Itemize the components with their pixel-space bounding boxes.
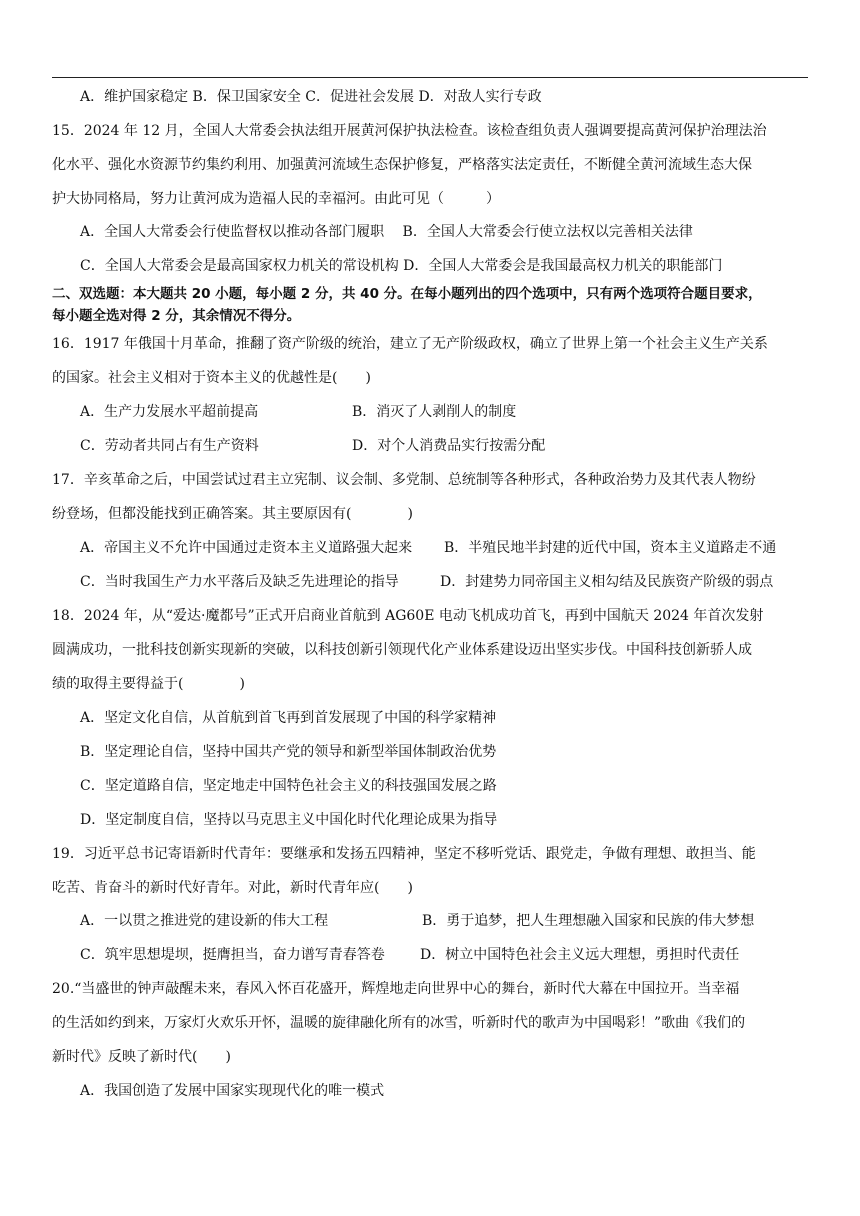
q16-stem-line-1: 16．1917 年俄国十月革命，推翻了资产阶级的统治，建立了无产阶级政权，确立了世界上第一个社会主义生产关系 bbox=[52, 336, 768, 352]
q15-options-line-1: A．全国人大常委会行使监督权以推动各部门履职 B．全国人大常委会行使立法权以完善相关法律 bbox=[80, 224, 693, 240]
q18-option-d: D．坚定制度自信，坚持以马克思主义中国化时代化理论成果为指导 bbox=[80, 812, 498, 828]
q19-option-b: B．勇于追梦，把人生理想融入国家和民族的伟大梦想 bbox=[422, 913, 755, 929]
section-2-heading-line-1: 二、双选题：本大题共 20 小题，每小题 2 分，共 40 分。在每小题列出的四个选项中，只有两个选项符合题目要求， bbox=[52, 286, 762, 302]
q19-stem-line-1: 19．习近平总书记寄语新时代青年：要继承和发扬五四精神，坚定不移听党话、跟党走，争做有理想、敢担当、能 bbox=[52, 846, 756, 862]
q16-option-b: B．消灭了人剥削人的制度 bbox=[352, 404, 517, 420]
q16-option-c: C．劳动者共同占有生产资料 bbox=[80, 438, 259, 454]
q16-stem-line-2: 的国家。社会主义相对于资本主义的优越性是( ) bbox=[52, 370, 371, 386]
q15-stem-line-3: 护大协同格局，努力让黄河成为造福人民的幸福河。由此可见（ ） bbox=[52, 191, 500, 207]
q20-stem-line-2: 的生活如约到来，万家灯火欢乐开怀，温暖的旋律融化所有的冰雪，听新时代的歌声为中国喝彩！”歌曲《我们的 bbox=[52, 1015, 746, 1031]
q20-stem-line-1: 20.“当盛世的钟声敲醒未来，春风入怀百花盛开，辉煌地走向世界中心的舞台，新时代大幕在中国拉开。当幸福 bbox=[52, 981, 740, 997]
q19-stem-line-2: 吃苦、肯奋斗的新时代好青年。对此，新时代青年应( ) bbox=[52, 880, 413, 896]
q19-option-a: A．一以贯之推进党的建设新的伟大工程 bbox=[80, 913, 329, 929]
q20-stem-line-3: 新时代》反映了新时代( ) bbox=[52, 1049, 231, 1065]
q19-option-c: C．筑牢思想堤坝，挺膺担当，奋力谱写青春答卷 bbox=[80, 947, 385, 963]
q14-options: A．维护国家稳定 B．保卫国家安全 C．促进社会发展 D．对敌人实行专政 bbox=[80, 89, 542, 105]
q18-option-c: C．坚定道路自信，坚定地走中国特色社会主义的科技强国发展之路 bbox=[80, 778, 497, 794]
q15-stem-line-1: 15．2024 年 12 月，全国人大常委会执法组开展黄河保护执法检查。该检查组负责人强调要提高黄河保护治理法治 bbox=[52, 123, 767, 139]
q17-option-b: B．半殖民地半封建的近代中国，资本主义道路走不通 bbox=[444, 540, 777, 556]
q18-option-a: A．坚定文化自信，从首航到首飞再到首发展现了中国的科学家精神 bbox=[80, 710, 497, 726]
section-2-heading-line-2: 每小题全选对得 2 分，其余情况不得分。 bbox=[52, 308, 301, 324]
header-rule bbox=[52, 77, 808, 78]
q18-stem-line-2: 圆满成功，一批科技创新实现新的突破，以科技创新引领现代化产业体系建设迈出坚实步伐。中国科技创新骄人成 bbox=[52, 642, 752, 658]
q16-option-a: A．生产力发展水平超前提高 bbox=[80, 404, 259, 420]
q17-stem-line-1: 17．辛亥革命之后，中国尝试过君主立宪制、议会制、多党制、总统制等各种形式，各种政治势力及其代表人物纷 bbox=[52, 472, 756, 488]
q17-option-d: D．封建势力同帝国主义相勾结及民族资产阶级的弱点 bbox=[440, 574, 774, 590]
q16-option-d: D．对个人消费品实行按需分配 bbox=[352, 438, 546, 454]
q18-stem-line-1: 18．2024 年，从“爱达·魔都号”正式开启商业首航到 AG60E 电动飞机成功首飞，再到中国航天 2024 年首次发射 bbox=[52, 608, 764, 624]
q18-stem-line-3: 绩的取得主要得益于( ) bbox=[52, 676, 245, 692]
q15-options-line-2: C．全国人大常委会是最高国家权力机关的常设机构 D．全国人大常委会是我国最高权力机关的职能部门 bbox=[80, 258, 723, 274]
q15-stem-line-2: 化水平、强化水资源节约集约利用、加强黄河流域生态保护修复，严格落实法定责任，不断健全黄河流域生态大保 bbox=[52, 157, 752, 173]
q17-option-a: A．帝国主义不允许中国通过走资本主义道路强大起来 bbox=[80, 540, 413, 556]
q17-option-c: C．当时我国生产力水平落后及缺乏先进理论的指导 bbox=[80, 574, 399, 590]
q20-option-a: A．我国创造了发展中国家实现现代化的唯一模式 bbox=[80, 1083, 385, 1099]
q17-stem-line-2: 纷登场，但都没能找到正确答案。其主要原因有( ) bbox=[52, 506, 413, 522]
q18-option-b: B．坚定理论自信，坚持中国共产党的领导和新型举国体制政治优势 bbox=[80, 744, 497, 760]
q19-option-d: D．树立中国特色社会主义远大理想，勇担时代责任 bbox=[420, 947, 740, 963]
